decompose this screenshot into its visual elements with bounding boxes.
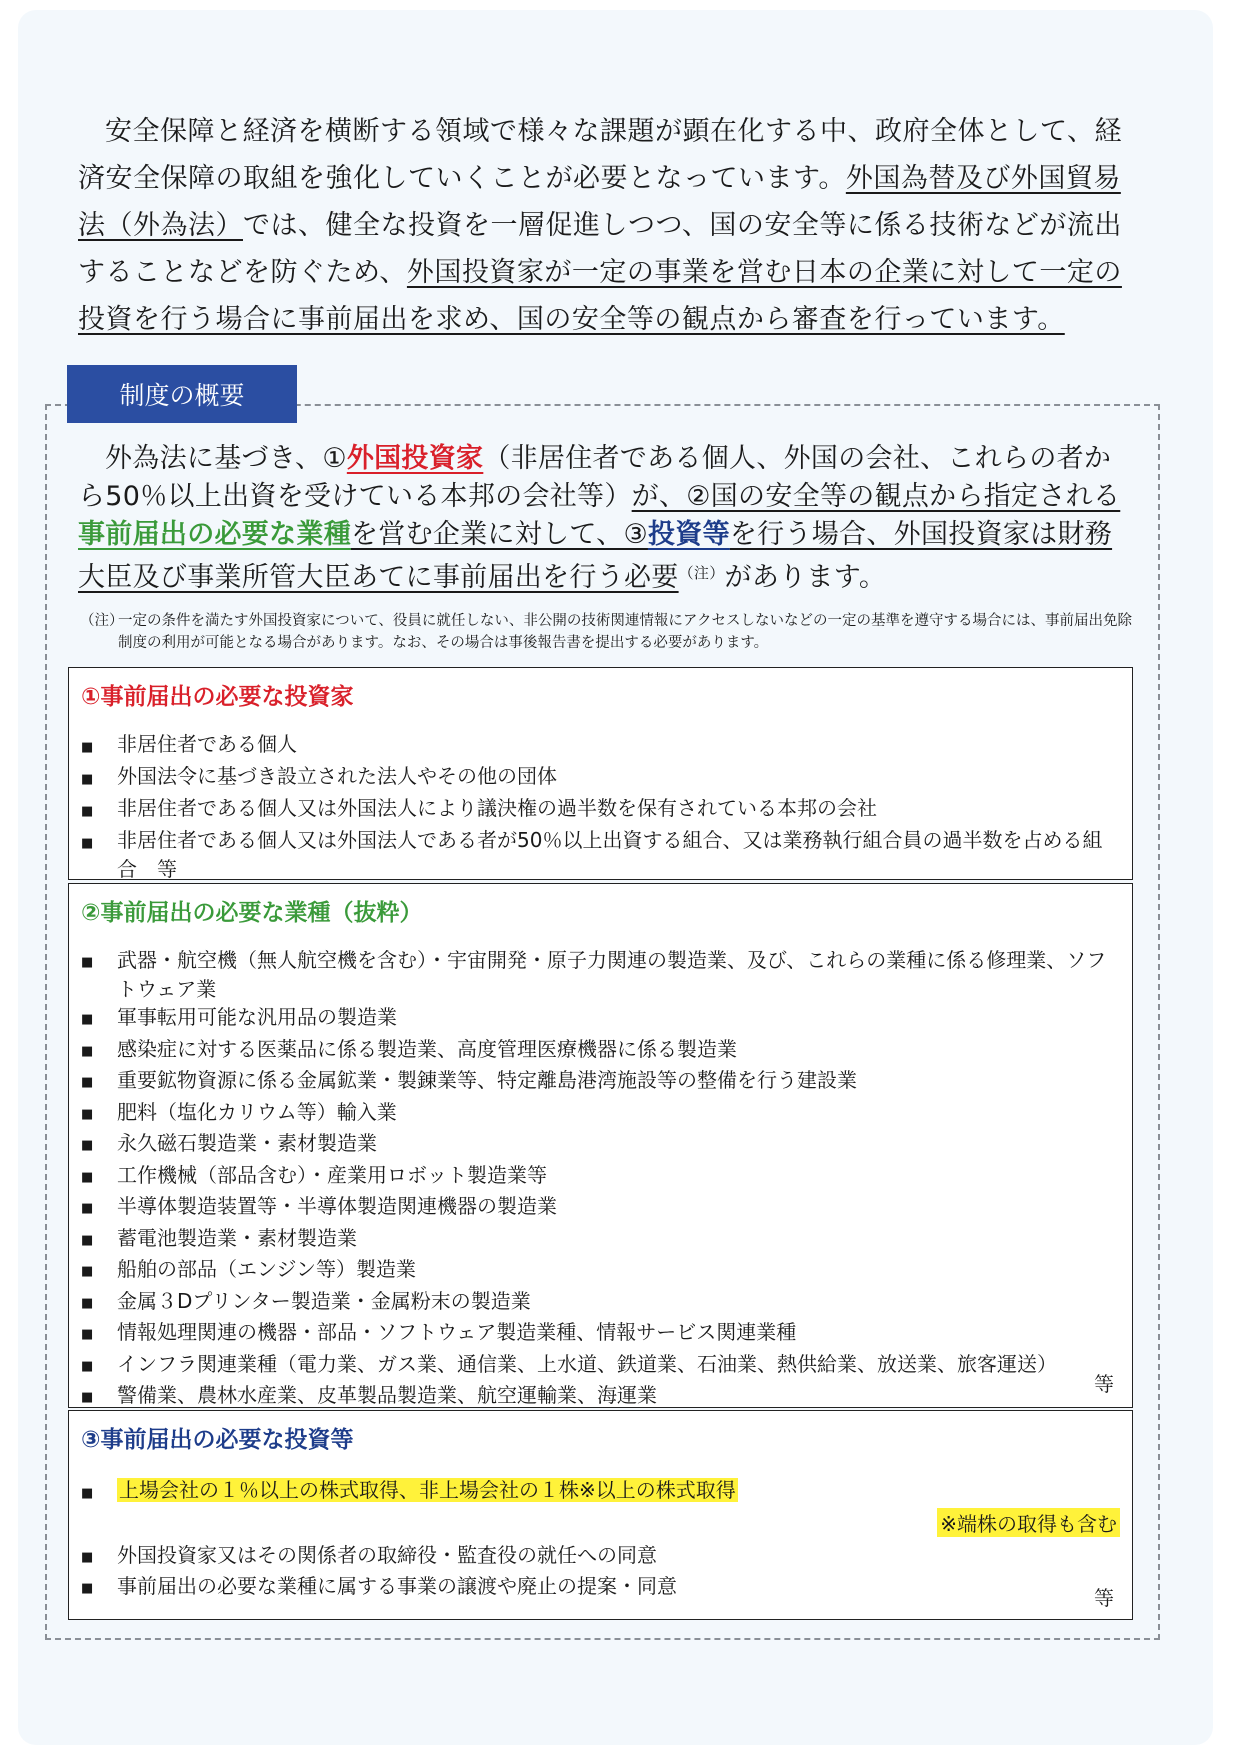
list-item-text: 非居住者である個人又は外国法人により議決権の過半数を保有されている本邦の会社 — [117, 796, 877, 820]
lead-text: を営む企業に対して、③ — [351, 519, 648, 550]
highlighted-threshold: 上場会社の１％以上の株式取得、非上場会社の１株※以上の株式取得 — [119, 1478, 736, 1502]
list-item — [81, 1192, 1122, 1224]
bullet-square-icon: ■ — [81, 804, 94, 819]
overview-lead — [78, 440, 1138, 597]
list-item — [81, 1129, 1122, 1161]
list-item-text: 工作機械（部品含む）・産業用ロボット製造業等 — [117, 1162, 547, 1187]
list-item — [81, 794, 1122, 826]
bullet-square-icon: ■ — [81, 1232, 94, 1248]
etc-label: 等 — [1094, 1586, 1114, 1610]
investment-list — [81, 1541, 1122, 1603]
keyword-industry: 事前届出の必要な業種 — [78, 519, 351, 550]
investor-list — [81, 730, 1122, 884]
intro-purpose: では、健全な投資を一層促進しつつ、国の安全等に係る技術などが流出することなどを防ぐため、 — [78, 210, 1122, 288]
list-item — [81, 1224, 1122, 1256]
list-item-text: 武器・航空機（無人航空機を含む）・宇宙開発・原子力関連の製造業、及び、これらの業種に係る修理業、ソフトウェア業 — [117, 948, 1107, 1001]
list-item — [81, 826, 1122, 884]
list-item — [81, 1381, 1122, 1413]
lead-text: 外為法に基づき、① — [105, 443, 347, 474]
investment-box — [68, 1410, 1133, 1620]
bullet-square-icon: ■ — [81, 1169, 94, 1185]
bullet-square-icon: ■ — [81, 1012, 94, 1027]
fractional-share-note: ※端株の取得も含む — [937, 1508, 1120, 1537]
bullet-square-icon: ■ — [81, 772, 94, 787]
investment-box-title: ③事前届出の必要な投資等 — [81, 1427, 354, 1453]
investor-box — [68, 667, 1133, 880]
list-item-text: 半導体製造装置等・半導体製造関連機器の製造業 — [117, 1194, 557, 1218]
list-item — [81, 1287, 1122, 1319]
intro-paragraph — [78, 108, 1138, 343]
list-item-text: 肥料（塩化カリウム等）輸入業 — [117, 1099, 397, 1124]
intro-summary: 外国投資家が一定の事業を営む日本の企業に対して一定の投資を行う場合に事前届出を求め、国の安全等の観点から審査を行っています。 — [78, 257, 1122, 335]
list-item-text: 永久磁石製造業・素材製造業 — [117, 1131, 377, 1155]
list-item-text: 情報処理関連の機器・部品・ソフトウェア製造業種、情報サービス関連業種 — [117, 1320, 797, 1344]
bullet-square-icon: ■ — [81, 955, 94, 970]
section-tab-overview: 制度の概要 — [67, 365, 297, 423]
list-item — [81, 1350, 1122, 1382]
lead-text: （非居住者である個人、外国の会社、これらの者から50％以上出資を受けている本邦の会社等） — [78, 443, 1112, 512]
bullet-square-icon: ■ — [81, 1264, 94, 1279]
footnote-text: 一定の条件を満たす外国投資家について、役員に就任しない、非公開の技術関連情報にアクセスしないなどの一定の基準を遵守する場合には、事前届出免除制度の利用が可能となる場合があります。なお、その場合は事後報告書を提出する必要があります。 — [118, 613, 1132, 651]
bullet-square-icon: ■ — [81, 1550, 94, 1565]
list-item — [81, 1035, 1122, 1067]
investor-box-title: ①事前届出の必要な投資家 — [81, 684, 354, 710]
footnote — [80, 610, 1140, 654]
law-name: 外国為替及び外国貿易法（外為法） — [78, 163, 1121, 241]
list-item — [81, 762, 1122, 794]
list-item — [81, 1476, 1122, 1508]
investment-list-highlight — [81, 1476, 1122, 1508]
bullet-square-icon: ■ — [81, 1327, 94, 1342]
list-item-text: 船舶の部品（エンジン等）製造業 — [117, 1257, 416, 1281]
bullet-square-icon: ■ — [81, 1486, 94, 1501]
keyword-investment: 投資等 — [647, 519, 730, 550]
list-item-text: 事前届出の必要な業種に属する事業の譲渡や廃止の提案・同意 — [117, 1574, 677, 1598]
bullet-square-icon: ■ — [81, 1358, 94, 1374]
industry-box — [68, 883, 1133, 1408]
lead-text: を行う場合、外国投資家は財務大臣及び事業所管大臣あてに事前届出を行う必要 — [78, 519, 1113, 593]
list-item-text: 非居住者である個人 — [117, 732, 297, 756]
list-item — [81, 1572, 1122, 1603]
bullet-square-icon: ■ — [81, 1075, 94, 1090]
bullet-square-icon: ■ — [81, 1043, 94, 1059]
list-item-text: 金属３Dプリンター製造業・金属粉末の製造業 — [117, 1288, 531, 1313]
list-item-text: 感染症に対する医薬品に係る製造業、高度管理医療機器に係る製造業 — [117, 1036, 737, 1061]
etc-label: 等 — [1094, 1372, 1114, 1396]
lead-text: が、②国の安全等の観点から指定される — [631, 481, 1121, 512]
bullet-square-icon: ■ — [81, 1390, 94, 1405]
bullet-square-icon: ■ — [81, 1581, 94, 1596]
keyword-investor: 外国投資家 — [346, 443, 484, 474]
footnote-mark: （注） — [80, 613, 124, 629]
list-item — [81, 1318, 1122, 1350]
bullet-square-icon: ■ — [81, 836, 94, 851]
bullet-square-icon: ■ — [81, 740, 94, 755]
list-item-text: 蓄電池製造業・素材製造業 — [117, 1225, 357, 1250]
industry-box-title: ②事前届出の必要な業種（抜粋） — [81, 900, 423, 926]
list-item — [81, 1098, 1122, 1130]
list-item — [81, 730, 1122, 762]
list-item — [81, 1161, 1122, 1193]
industry-list — [81, 946, 1122, 1413]
list-item-text: 警備業、農林水産業、皮革製品製造業、航空運輸業、海運業 — [117, 1383, 657, 1407]
bullet-square-icon: ■ — [81, 1106, 94, 1122]
note-reference: （注） — [678, 564, 725, 582]
list-item-text: 軍事転用可能な汎用品の製造業 — [117, 1005, 397, 1029]
bullet-square-icon: ■ — [81, 1201, 94, 1216]
list-item-text: 非居住者である個人又は外国法人である者が50％以上出資する組合、又は業務執行組合員の過半数を占める組合 等 — [117, 828, 1103, 881]
list-item-text: 外国投資家又はその関係者の取締役・監査役の就任への同意 — [117, 1543, 657, 1567]
list-item — [81, 946, 1122, 1003]
list-item — [81, 1255, 1122, 1287]
list-item-text: 外国法令に基づき設立された法人やその他の団体 — [117, 764, 557, 788]
lead-text: があります。 — [724, 562, 887, 593]
bullet-square-icon: ■ — [81, 1295, 94, 1311]
intro-sentence: 安全保障と経済を横断する領域で様々な課題が顕在化する中、政府全体として、経済安全保障の取組を強化していくことが必要となっています。 — [78, 116, 1122, 194]
list-item — [81, 1003, 1122, 1035]
list-item-text: 重要鉱物資源に係る金属鉱業・製錬業等、特定離島港湾施設等の整備を行う建設業 — [117, 1068, 857, 1092]
list-item — [81, 1541, 1122, 1572]
bullet-square-icon: ■ — [81, 1138, 94, 1153]
list-item — [81, 1066, 1122, 1098]
list-item-text: インフラ関連業種（電力業、ガス業、通信業、上水道、鉄道業、石油業、熱供給業、放送業、旅客運送） — [117, 1351, 1057, 1376]
